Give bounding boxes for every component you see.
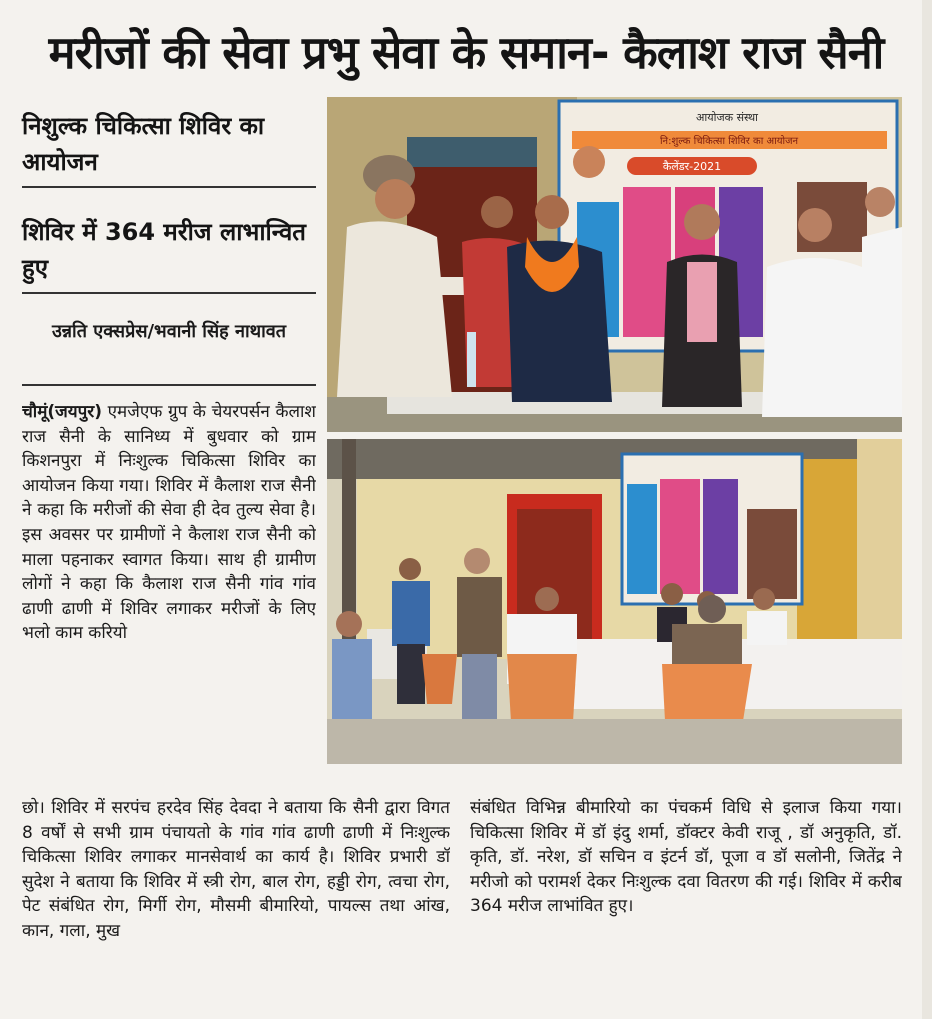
subhead-camp: निशुल्क चिकित्सा शिविर का आयोजन xyxy=(22,112,265,176)
divider xyxy=(22,384,316,386)
dateline: चौमूं(जयपुर) xyxy=(22,402,102,422)
page-edge xyxy=(922,0,932,1019)
divider xyxy=(22,186,316,188)
banner-organiser: आयोजक संस्था xyxy=(696,111,758,124)
photo-felicitation xyxy=(327,97,902,432)
article-paragraph: छो। शिविर में सरपंच हरदेव सिंह देवदा ने बताया कि सैनी द्वारा विगत 8 वर्षों से सभी ग्राम पंचायतो के गांव गांव ढाणी ढाणी में निःशुल्क चिकित्सा शिविर लगाकर मानसेवार्थ का कार्य है। शिविर प्रभारी डॉ सुदेश ने बताया कि शिविर में स्त्री रोग, बाल रोग, हड्डी रोग, त्वचा रोग, पेट संबंधित रोग, मिर्गी रोग, मौसमी बीमारियो, पायल्स तथा आंख, कान, गला, मुख xyxy=(22,798,450,941)
subhead-patients: शिविर में 364 मरीज लाभान्वित हुए xyxy=(22,218,306,282)
photo-camp-overview xyxy=(327,439,902,764)
photo-camp-illustration xyxy=(327,439,902,764)
byline: उन्नति एक्सप्रेस/भवानी सिंह नाथावत xyxy=(51,321,287,342)
article-column-3 xyxy=(470,796,902,1008)
photo-felicitation-illustration xyxy=(327,97,902,432)
article-column-2 xyxy=(22,796,450,1008)
banner-year: कैलेंडर-2021 xyxy=(662,160,722,173)
article-column-1 xyxy=(22,400,316,796)
banner-title: नि:शुल्क चिकित्सा शिविर का आयोजन xyxy=(659,136,799,147)
divider xyxy=(22,292,316,294)
article-paragraph: एमजेएफ ग्रुप के चेयरपर्सन कैलाश राज सैनी के सानिध्य में बुधवार को ग्राम किशनपुरा में निःशुल्क चिकित्सा शिविर का आयोजन किया गया। शिविर में कैलाश राज सैनी ने कहा कि मरीजों की सेवा ही देव तुल्य सेवा है। इस अवसर पर ग्रामीणों ने कैलाश राज सैनी को माला पहनाकर स्वागत किया। साथ ही ग्रामीण लोगों ने कहा कि कैलाश राज सैनी गांव गांव ढाणी ढाणी में शिविर लगाकर मरीजों के लिए भलो काम करियो xyxy=(22,402,316,644)
article-paragraph: संबंधित विभिन्न बीमारियो का पंचकर्म विधि से इलाज किया गया। चिकित्सा शिविर में डॉ इंदु शर्मा, डॉक्टर केवी राजू , डॉ अनुकृति, डॉ. कृति, डॉ. नरेश, डॉ सचिन व इंटर्न डॉ, पूजा व डॉ सलोनी, जितेंद्र ने मरीजो को परामर्श देकर निःशुल्क दवा वितरण की गई। शिविर में करीब 364 मरीज लाभांवित हुए। xyxy=(470,798,902,917)
headline: मरीजों की सेवा प्रभु सेवा के समान- कैलाश राज सैनी xyxy=(48,26,884,79)
